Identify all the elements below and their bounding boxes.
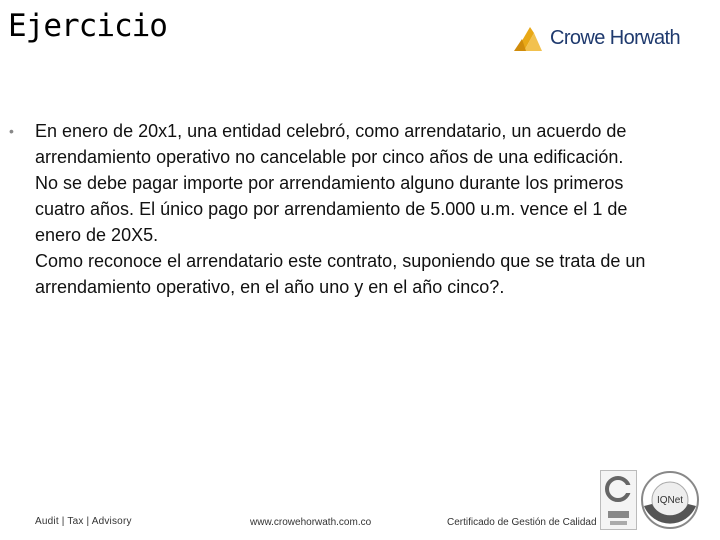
crowe-horwath-logo	[512, 20, 680, 56]
logo-mark-icon	[512, 21, 546, 55]
paragraph-3: Como reconoce el arrendatario este contrato, suponiendo que se trata de un arrendamiento operativo, en el año uno y en el año cinco?.	[35, 251, 646, 297]
bullet-item	[8, 118, 658, 300]
logo-text: Crowe Horwath	[550, 26, 681, 49]
slide-content	[8, 118, 658, 300]
footer-certification: Certificado de Gestión de Calidad	[447, 517, 597, 528]
paragraph-1: En enero de 20x1, una entidad celebró, como arrendatario, un acuerdo de arrendamiento operativo no cancelable por cinco años de una edificación.	[35, 121, 627, 167]
slide-title: Ejercicio	[8, 8, 167, 44]
svg-text:IQNet: IQNet	[656, 495, 684, 506]
footer-website: www.crowehorwath.com.co	[250, 517, 372, 528]
paragraph-2: No se debe pagar importe por arrendamiento alguno durante los primeros cuatro años. El único pago por arrendamiento de 5.000 u.m. vence el 1 de enero de 20X5.	[35, 173, 628, 245]
bullet-dot-icon: •	[9, 123, 14, 139]
bullet-text	[35, 118, 658, 300]
iqnet-badge	[640, 470, 700, 530]
iso-9001-badge	[600, 470, 637, 530]
footer-services: Audit | Tax | Advisory	[35, 516, 132, 527]
